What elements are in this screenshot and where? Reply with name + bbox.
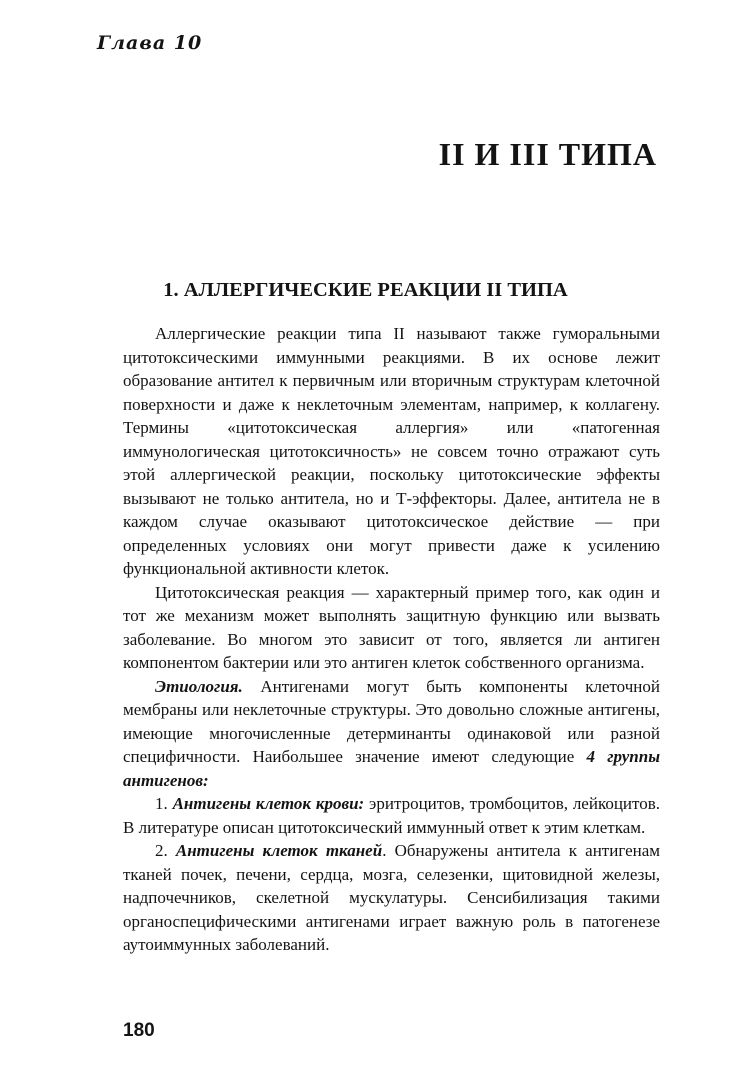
blood-antigens-text: эритроцитов, тромбоцитов, лейкоцитов. В литературе описан цитотоксический иммунный ответ к этим клеткам. [123, 794, 661, 837]
section-title: 1. АЛЛЕРГИЧЕСКИЕ РЕАКЦИИ II ТИПА [163, 279, 568, 301]
blood-antigens-lead: Антигены клеток крови: [172, 794, 365, 813]
paragraph-etiology [123, 675, 660, 793]
tissue-antigens-text: . Обнаружены антитела к антигенам тканей почек, печени, сердца, мозга, селезенки, щитовидной железы, надпочечников, скелетной мускулатуры. Сенсибилизация такими органоспецифическими антигенами играет важную роль в патогенезе аутоиммунных заболеваний. [123, 841, 661, 954]
antigen-groups-emphasis: 4 группы антигенов: [123, 747, 660, 790]
body-text [123, 322, 660, 957]
etiology-text: Антигенами могут быть компоненты клеточной мембраны или неклеточные структуры. Это довольно сложные антигены, имеющие многочисленные детерминанты одинаковой или разной специфичности. Наибольшее значение имеют следующие [123, 676, 660, 766]
paragraph-1: Аллергические реакции типа II называют также гуморальными цитотоксическими иммунными реакциями. В их основе лежит образование антител к первичным или вторичным структурам клеточной поверхности и даже к неклеточным элементам, например, к коллагену. Термины «цитотоксическая аллергия» или «патогенная иммунологическая цитотоксичность» не совсем точно отражают суть этой аллергической реакции, поскольку цитотоксические эффекты вызывают не только антитела, но и Т-эффекторы. Далее, антитела не в каждом случае оказывают цитотоксическое действие — при определенных условиях они могут привести даже к усилению функциональной активности клеток. [123, 324, 660, 578]
etiology-lead: Этиология. [155, 676, 243, 696]
item-number-2: 2. [155, 841, 176, 860]
paragraph-blood-antigens [123, 792, 660, 839]
paragraph-tissue-antigens [123, 839, 660, 957]
running-head: Глава 10 [97, 32, 203, 54]
tissue-antigens-lead: Антигены клеток тканей [175, 841, 383, 860]
chapter-title: II И III ТИПА [438, 136, 657, 172]
item-number-1: 1. [155, 794, 173, 813]
page-number: 180 [123, 1020, 155, 1041]
paragraph-2: Цитотоксическая реакция — характерный пример того, как один и тот же механизм может выполнять защитную функцию или вызвать заболевание. Во многом это зависит от того, является ли антиген компонентом бактерии или это антиген клеток собственного организма. [123, 582, 660, 672]
